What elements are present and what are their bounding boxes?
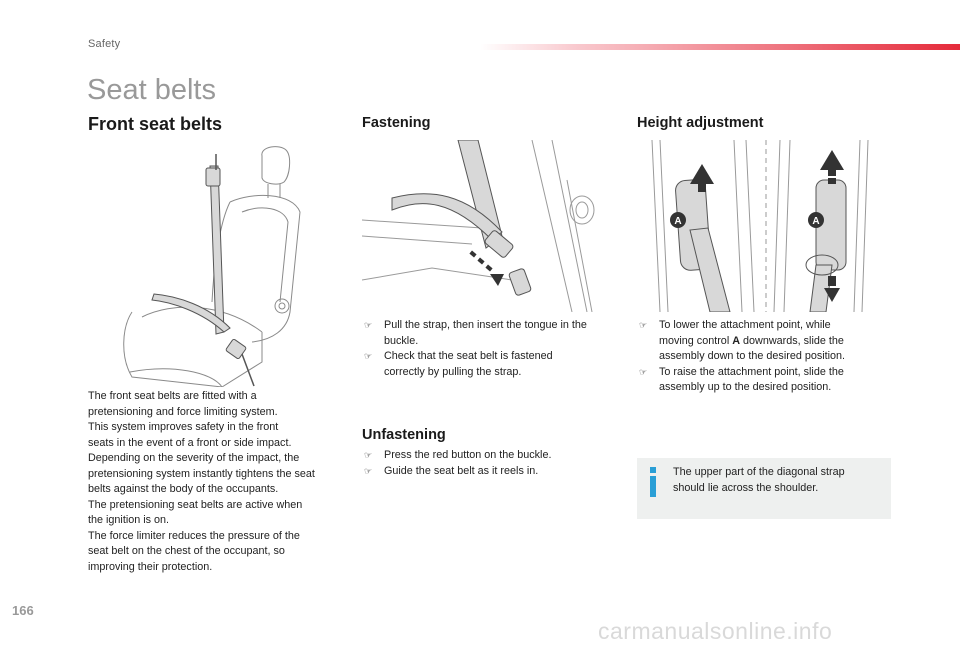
unfastening-heading: Unfastening	[362, 427, 446, 443]
watermark: carmanualsonline.info	[598, 618, 833, 644]
unfastening-steps	[362, 448, 617, 479]
section-label: Safety	[88, 38, 121, 50]
text-line: This system improves safety in the front	[88, 421, 279, 433]
text-line: The force limiter reduces the pressure of the	[88, 529, 300, 542]
text-line: the ignition is on.	[88, 514, 170, 526]
height-adjustment-illustration	[650, 140, 875, 312]
text-line: Check that the seat belt is fastened	[384, 350, 553, 362]
page-title: Seat belts	[87, 74, 216, 106]
list-item	[362, 349, 617, 380]
info-icon	[649, 467, 657, 497]
text-line: should lie across the shoulder.	[673, 481, 819, 494]
text-line: assembly up to the desired position.	[659, 381, 832, 393]
text-line: seat belt on the chest of the occupant, so	[88, 545, 285, 557]
control-a-label: A	[674, 216, 682, 227]
text-span: moving control	[659, 334, 733, 347]
text-line: pretensioning and force limiting system.	[88, 405, 278, 418]
text-line: Press the red button on the buckle.	[384, 449, 552, 461]
seat-belt-illustration	[112, 142, 312, 387]
text-line: Guide the seat belt as it reels in.	[384, 464, 539, 477]
text-line: improving their protection.	[88, 560, 213, 573]
text-line: Depending on the severity of the impact, the	[88, 452, 300, 464]
info-note	[637, 458, 891, 519]
height-adjustment-heading: Height adjustment	[637, 115, 764, 131]
bullet-icon: ☞	[364, 450, 373, 460]
list-item	[362, 464, 617, 480]
text-line: The pretensioning seat belts are active when	[88, 498, 303, 511]
text-line: seats in the event of a front or side impact.	[88, 436, 292, 449]
front-seat-belts-text	[88, 389, 353, 575]
text-line: The upper part of the diagonal strap	[673, 466, 845, 478]
bullet-icon: ☞	[364, 465, 373, 476]
list-item	[362, 318, 617, 349]
bullet-icon: ☞	[364, 320, 373, 330]
list-item	[362, 448, 617, 464]
text-span: downwards, slide the	[740, 334, 844, 347]
bullet-icon: ☞	[639, 320, 648, 330]
text-line: Pull the strap, then insert the tongue in the	[384, 319, 587, 331]
text-line: The front seat belts are fitted with a	[88, 390, 257, 402]
list-item	[637, 318, 892, 365]
control-reference: A	[732, 334, 741, 347]
front-seat-belts-heading: Front seat belts	[88, 114, 223, 134]
text-line: pretensioning system instantly tightens the seat	[88, 467, 315, 480]
page-number: 166	[12, 603, 34, 618]
text-line: buckle.	[384, 334, 419, 347]
text-line: To raise the attachment point, slide the	[659, 365, 844, 378]
control-a-label: A	[812, 216, 820, 227]
info-text	[673, 465, 878, 496]
bullet-icon: ☞	[639, 366, 648, 377]
text-line: To lower the attachment point, while	[659, 319, 831, 331]
text-line: correctly by pulling the strap.	[384, 365, 522, 378]
fastening-illustration	[362, 140, 617, 312]
bullet-icon: ☞	[364, 351, 373, 361]
text-line: belts against the body of the occupants.	[88, 483, 279, 495]
text-line	[659, 334, 892, 350]
fastening-steps	[362, 318, 617, 380]
height-adjustment-steps	[637, 318, 892, 396]
list-item	[637, 365, 892, 396]
text-line: assembly down to the desired position.	[659, 350, 846, 362]
fastening-heading: Fastening	[362, 115, 431, 131]
header-accent-bar	[480, 44, 960, 50]
